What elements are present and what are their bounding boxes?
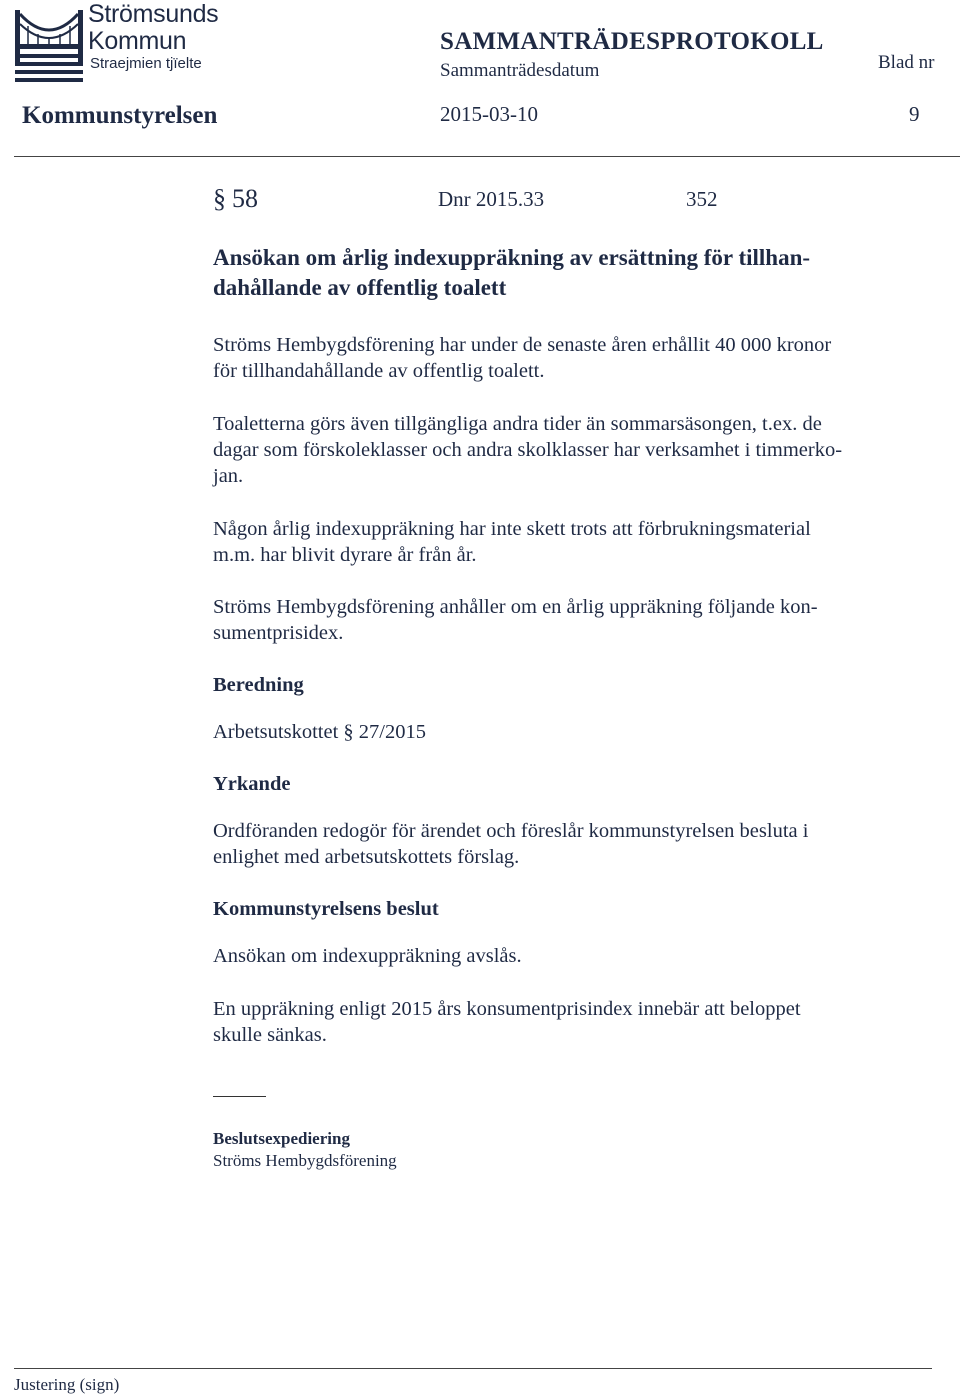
- yrkande-heading: Yrkande: [213, 773, 291, 795]
- paragraph-line: dagar som förskoleklasser och andra skolklasser har verksamhet i timmerko-: [213, 439, 843, 461]
- decision-text: Ansökan om indexuppräkning avslås.: [213, 945, 522, 967]
- paragraph: [213, 818, 933, 870]
- header-divider: [14, 156, 960, 157]
- dispatch-recipient: Ströms Hembygdsförening: [213, 1151, 397, 1170]
- signature-label: Justering (sign): [14, 1375, 120, 1394]
- organization-name: Kommunstyrelsen: [22, 102, 218, 129]
- registration-number: Dnr 2015.33: [438, 187, 545, 211]
- beredning-text: Arbetsutskottet § 27/2015: [213, 721, 426, 743]
- paragraph-line: skulle sänkas.: [213, 1024, 327, 1046]
- paragraph-line: En uppräkning enligt 2015 års konsumentprisindex innebär att beloppet: [213, 998, 801, 1020]
- logo-name-line1: Strömsunds: [88, 0, 219, 28]
- logo-name-line3: Straejmien tjïelte: [90, 55, 202, 72]
- section-number: 58: [232, 184, 258, 213]
- paragraph-line: Toaletterna görs även tillgängliga andra tider än sommarsäsongen, t.ex. de: [213, 413, 822, 435]
- page-number-label: Blad nr: [878, 52, 935, 73]
- paragraph: [213, 411, 933, 489]
- dispatch-heading: Beslutsexpediering: [213, 1129, 350, 1148]
- bridge-emblem-icon: [14, 2, 84, 84]
- logo-name-line2: Kommun: [88, 27, 187, 55]
- separator-line: [213, 1096, 266, 1097]
- paragraph: [213, 332, 933, 384]
- paragraph-line: Ströms Hembygdsförening har under de senaste åren erhållit 40 000 kronor: [213, 334, 832, 356]
- paragraph-line: för tillhandahållande av offentlig toalett.: [213, 360, 545, 382]
- section-sign: §: [213, 184, 226, 213]
- page-number: 9: [909, 102, 920, 126]
- paragraph-line: m.m. har blivit dyrare år från år.: [213, 544, 477, 566]
- document-title: SAMMANTRÄDESPROTOKOLL: [440, 28, 824, 55]
- paragraph-line: Ordföranden redogör för ärendet och föreslår kommunstyrelsen besluta i: [213, 820, 809, 842]
- case-title-line: Ansökan om årlig indexuppräkning av ersättning för tillhan-: [213, 245, 811, 270]
- meeting-date-label: Sammanträdesdatum: [440, 60, 600, 81]
- paragraph-line: enlighet med arbetsutskottets förslag.: [213, 846, 520, 868]
- decision-heading: Kommunstyrelsens beslut: [213, 898, 439, 920]
- paragraph-line: Ströms Hembygdsförening anhåller om en årlig uppräkning följande kon-: [213, 596, 818, 618]
- case-title: [213, 243, 933, 303]
- paragraph: [213, 594, 933, 646]
- footer-divider: [14, 1368, 932, 1369]
- case-title-line: dahållande av offentlig toalett: [213, 275, 507, 300]
- paragraph-line: jan.: [213, 465, 244, 487]
- meeting-date: 2015-03-10: [440, 102, 538, 126]
- paragraph: [213, 996, 933, 1048]
- paragraph-line: Någon årlig indexuppräkning har inte skett trots att förbrukningsmaterial: [213, 518, 811, 540]
- paragraph: [213, 516, 933, 568]
- beredning-heading: Beredning: [213, 674, 304, 696]
- paragraph-line: sumentprisidex.: [213, 622, 344, 644]
- registration-id: 352: [686, 187, 718, 211]
